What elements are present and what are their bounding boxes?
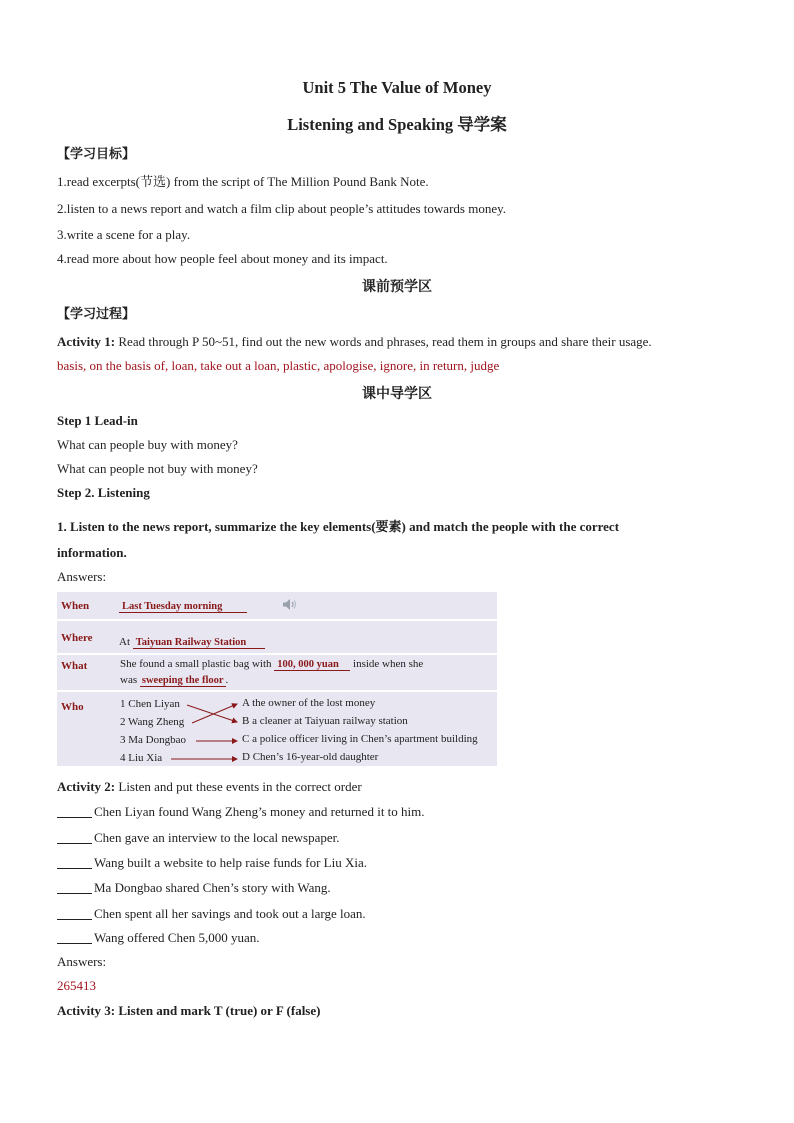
- what-line1: She found a small plastic bag with 100, 000 yuan inside when she: [120, 658, 424, 670]
- section-heading-in: 课中导学区: [362, 387, 432, 402]
- step1-question: What can people not buy with money?: [57, 461, 258, 476]
- when-label: When: [61, 600, 90, 612]
- objective-item: 3.write a scene for a play.: [57, 227, 191, 242]
- activity2-answers-label: Answers:: [57, 954, 107, 969]
- what-line2: was sweeping the floor .: [120, 674, 229, 686]
- who-option: A the owner of the lost money: [242, 697, 376, 709]
- where-label: Where: [61, 632, 93, 644]
- activity3-text: Listen and mark T (true) or F (false): [115, 1003, 321, 1018]
- order-blank[interactable]: [57, 907, 92, 920]
- who-option: D Chen’s 16-year-old daughter: [242, 751, 379, 763]
- what-label: What: [61, 660, 88, 672]
- matching-lines: [57, 692, 497, 766]
- event-item: Wang built a website to help raise funds for Liu Xia.: [57, 855, 367, 871]
- who-person: 4 Liu Xia: [120, 752, 163, 764]
- activity3-label: Activity 3:: [57, 1003, 116, 1018]
- what-answer-activity: sweeping the floor: [141, 675, 224, 686]
- section-heading-pre: 课前预学区: [362, 280, 432, 295]
- step1-question: What can people buy with money?: [57, 437, 238, 452]
- what-row: [57, 655, 497, 690]
- objective-item: 2.listen to a news report and watch a film clip about people’s attitudes towards money.: [57, 201, 506, 216]
- task1-line1: 1. Listen to the news report, summarize the key elements(要素) and match the people with the correct: [57, 519, 620, 534]
- where-prefix: At: [119, 636, 130, 648]
- task1-answers-label: Answers:: [57, 569, 107, 584]
- who-row: [57, 692, 497, 766]
- activity1-label: Activity 1:: [57, 334, 116, 349]
- process-heading: 【学习过程】: [57, 306, 136, 321]
- who-person: 1 Chen Liyan: [120, 698, 180, 710]
- task1-line2: information.: [57, 545, 127, 560]
- event-item: Chen gave an interview to the local newspaper.: [57, 830, 339, 846]
- page-subtitle: Listening and Speaking 导学案: [287, 115, 507, 134]
- activity1-words: basis, on the basis of, loan, take out a loan, plastic, apologise, ignore, in return, judge: [57, 358, 500, 373]
- order-blank[interactable]: [57, 831, 92, 844]
- activity3-instruction: [57, 1003, 320, 1019]
- event-item: Chen Liyan found Wang Zheng’s money and returned it to him.: [57, 804, 425, 820]
- event-item: Chen spent all her savings and took out a large loan.: [57, 906, 366, 922]
- objective-item: 1.read excerpts(节选) from the script of The Million Pound Bank Note.: [57, 174, 429, 189]
- order-blank[interactable]: [57, 856, 92, 869]
- activity1-text: Read through P 50~51, find out the new words and phrases, read them in groups and share their usage.: [115, 334, 652, 349]
- event-item: Wang offered Chen 5,000 yuan.: [57, 930, 260, 946]
- who-option: C a police officer living in Chen’s apartment building: [242, 733, 478, 745]
- speaker-icon[interactable]: [282, 598, 298, 614]
- activity2-answer: 265413: [57, 978, 96, 993]
- page-title: Unit 5 The Value of Money: [302, 78, 492, 97]
- activity2-label: Activity 2:: [57, 779, 116, 794]
- where-row: [57, 621, 497, 653]
- step1-heading: Step 1 Lead-in: [57, 413, 138, 428]
- objectives-heading: 【学习目标】: [57, 146, 136, 161]
- who-person: 3 Ma Dongbao: [120, 734, 186, 746]
- activity2-text: Listen and put these events in the correct order: [115, 779, 362, 794]
- when-answer: Last Tuesday morning: [119, 601, 247, 613]
- objective-item: 4.read more about how people feel about money and its impact.: [57, 251, 388, 266]
- event-item: Ma Dongbao shared Chen’s story with Wang.: [57, 880, 331, 896]
- order-blank[interactable]: [57, 805, 92, 818]
- where-cell: [119, 636, 265, 649]
- where-answer: Taiyuan Railway Station: [133, 637, 265, 649]
- who-label: Who: [61, 701, 84, 713]
- order-blank[interactable]: [57, 931, 92, 944]
- activity1-instruction: [57, 334, 652, 350]
- who-option: B a cleaner at Taiyuan railway station: [242, 715, 408, 727]
- order-blank[interactable]: [57, 881, 92, 894]
- step2-heading: Step 2. Listening: [57, 485, 150, 500]
- info-table: [57, 592, 497, 766]
- who-person: 2 Wang Zheng: [120, 716, 185, 728]
- when-row: [57, 592, 497, 619]
- what-answer-amount: 100, 000 yuan: [274, 659, 350, 671]
- activity2-instruction: [57, 779, 362, 795]
- when-cell: [119, 598, 298, 614]
